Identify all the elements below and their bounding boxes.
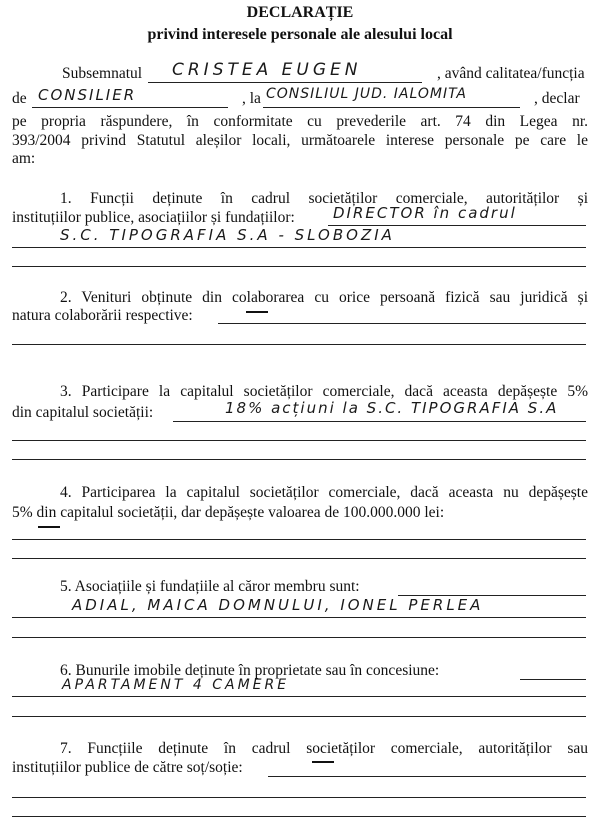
document-subtitle: privind interesele personale ale alesului local bbox=[147, 26, 453, 43]
section-2-blank-2[interactable] bbox=[12, 344, 586, 345]
handwritten-item-1a: DIRECTOR în cadrul bbox=[333, 204, 517, 222]
section-1-line-2: instituțiilor publice, asociațiilor și fundațiilor: bbox=[12, 209, 295, 226]
section-1-line-1: 1. Funcții deținute în cadrul societăților comerciale, autorităților și bbox=[60, 190, 588, 207]
section-4-blank-2[interactable] bbox=[12, 558, 586, 559]
section-7-dash bbox=[312, 761, 334, 763]
intro-de: de bbox=[12, 90, 27, 107]
section-4-blank-1[interactable] bbox=[12, 539, 586, 540]
handwritten-item-3: 18% acțiuni la S.C. TIPOGRAFIA S.A bbox=[225, 399, 559, 417]
section-6-blank-1[interactable] bbox=[12, 696, 586, 697]
section-2-line-1: 2. Venituri obținute din colaborarea cu orice persoană fizică sau juridică și bbox=[60, 289, 588, 306]
section-4-line-2: 5% din capitalul societății, dar depășește valoarea de 100.000.000 lei: bbox=[12, 504, 445, 521]
section-5-blank-2[interactable] bbox=[12, 637, 586, 638]
handwritten-council: CONSILIUL JUD. IALOMITA bbox=[266, 86, 467, 102]
section-5-blank-1[interactable] bbox=[12, 617, 586, 618]
section-7-blank-2[interactable] bbox=[12, 797, 586, 798]
intro-subsemnatul: Subsemnatul bbox=[62, 65, 143, 82]
handwritten-name: CRISTEA EUGEN bbox=[172, 60, 362, 80]
intro-line-5: am: bbox=[12, 150, 36, 167]
section-6-blank-2[interactable] bbox=[12, 716, 586, 717]
section-7-line-2: instituțiilor publice de către soț/soție: bbox=[12, 759, 243, 776]
handwritten-item-5: ADIAL, MAICA DOMNULUI, IONEL PERLEA bbox=[72, 596, 484, 614]
section-3-line-1: 3. Participare la capitalul societăților comerciale, dacă aceasta depășește 5% bbox=[60, 383, 588, 400]
section-3-blank-3[interactable] bbox=[12, 459, 586, 460]
section-2-line-2: natura colaborării respective: bbox=[12, 307, 193, 324]
intro-line-3: pe propria răspundere, în conformitate cu prevederile art. 74 din Legea nr. bbox=[12, 113, 588, 130]
section-2-dash bbox=[246, 311, 268, 313]
section-5-line-1: 5. Asociațiile și fundațiile al căror membru sunt: bbox=[60, 578, 360, 595]
council-blank[interactable] bbox=[263, 107, 520, 108]
section-7-blank-1[interactable] bbox=[268, 776, 586, 777]
handwritten-item-1b: S.C. TIPOGRAFIA S.A - SLOBOZIA bbox=[60, 226, 395, 244]
intro-calitatea: , având calitatea/funcția bbox=[437, 65, 585, 82]
section-2-blank-1[interactable] bbox=[218, 323, 586, 324]
section-6-blank-0[interactable] bbox=[520, 679, 586, 680]
section-4-line-1: 4. Participarea la capitalul societăților comerciale, dacă aceasta nu depășește bbox=[60, 484, 588, 501]
section-1-blank-2[interactable] bbox=[12, 247, 586, 248]
section-7-blank-3[interactable] bbox=[12, 816, 586, 817]
section-3-blank-2[interactable] bbox=[12, 440, 586, 441]
document-title: DECLARAȚIE bbox=[246, 4, 354, 21]
section-4-dash bbox=[38, 526, 60, 528]
section-7-line-1: 7. Funcțiile deținute în cadrul societăților comerciale, autorităților sau bbox=[60, 740, 588, 757]
function-blank[interactable] bbox=[32, 107, 228, 108]
section-3-blank-1[interactable] bbox=[173, 421, 586, 422]
section-3-line-2: din capitalul societății: bbox=[12, 404, 154, 421]
handwritten-function: CONSILIER bbox=[38, 86, 137, 104]
intro-la: , la bbox=[242, 90, 261, 107]
intro-line-4: 393/2004 privind Statutul aleșilor locali, următoarele interese personale pe care le bbox=[12, 132, 588, 149]
intro-declar: , declar bbox=[534, 90, 580, 107]
section-6-line-1: 6. Bunurile imobile deținute în proprietate sau în concesiune: bbox=[60, 662, 440, 679]
handwritten-item-6: APARTAMENT 4 CAMERE bbox=[62, 677, 290, 693]
section-1-blank-3[interactable] bbox=[12, 266, 586, 267]
name-blank[interactable] bbox=[148, 82, 422, 83]
